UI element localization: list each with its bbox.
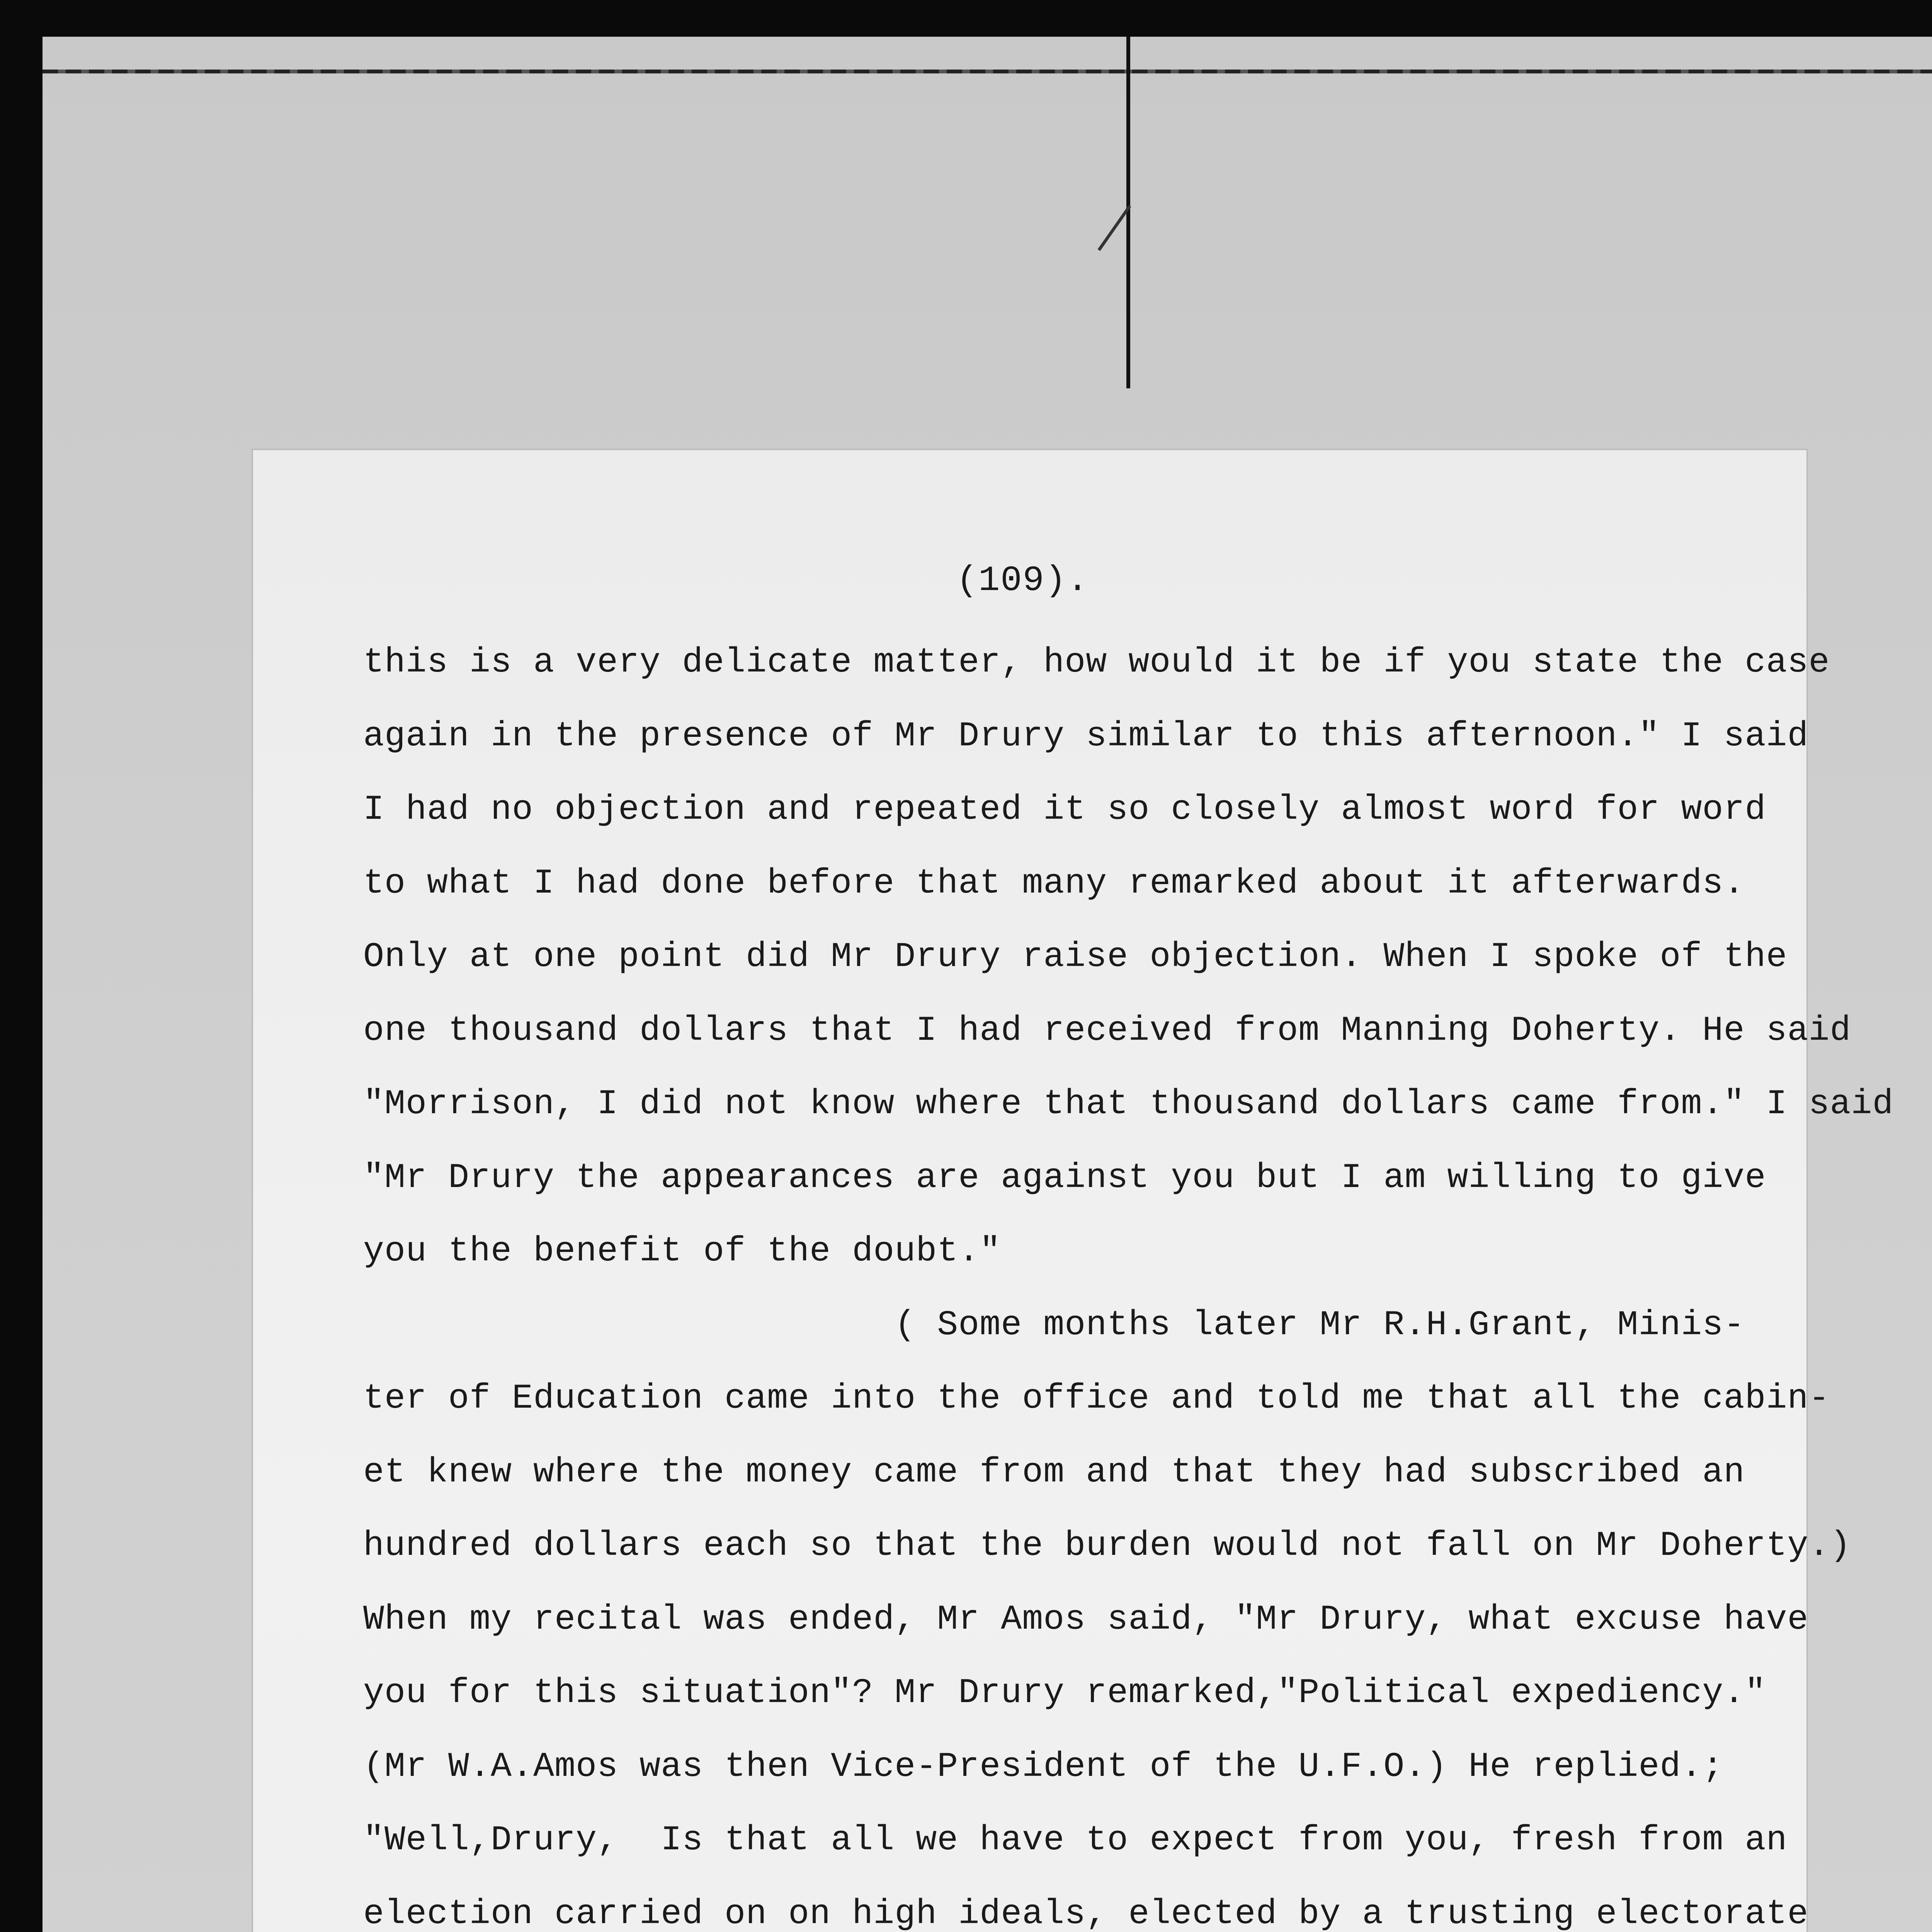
- text-line: ( Some months later Mr R.H.Grant, Minis-: [363, 1305, 1745, 1345]
- text-line: again in the presence of Mr Drury similar to this afternoon." I said: [363, 716, 1809, 756]
- text-line: "Mr Drury the appearances are against you but I am willing to give: [363, 1158, 1766, 1198]
- text-line: hundred dollars each so that the burden would not fall on Mr Doherty.): [363, 1526, 1851, 1566]
- text-line: "Morrison, I did not know where that thousand dollars came from." I said: [363, 1085, 1894, 1124]
- page-number: (109).: [956, 560, 1089, 601]
- text-line: you the benefit of the doubt.": [363, 1232, 1001, 1271]
- text-line: I had no objection and repeated it so closely almost word for word: [363, 790, 1766, 830]
- typed-body-text: [363, 626, 1932, 1932]
- text-line: election carried on on high ideals, elected by a trusting electorate: [363, 1894, 1809, 1932]
- text-line: When my recital was ended, Mr Amos said, "Mr Drury, what excuse have: [363, 1600, 1809, 1639]
- text-line: one thousand dollars that I had received from Manning Doherty. He said: [363, 1011, 1851, 1051]
- mat-top-rule: [43, 70, 1932, 73]
- text-line: "Well,Drury, Is that all we have to expect from you, fresh from an: [363, 1821, 1787, 1860]
- text-line: you for this situation"? Mr Drury remarked,"Political expediency.": [363, 1673, 1766, 1713]
- text-line: to what I had done before that many remarked about it afterwards.: [363, 864, 1745, 903]
- text-line: this is a very delicate matter, how would it be if you state the case: [363, 643, 1830, 682]
- text-line: Only at one point did Mr Drury raise objection. When I spoke of the: [363, 937, 1787, 977]
- text-line: ter of Education came into the office and told me that all the cabin-: [363, 1379, 1830, 1418]
- text-line: et knew where the money came from and that they had subscribed an: [363, 1452, 1745, 1492]
- text-line: (Mr W.A.Amos was then Vice-President of the U.F.O.) He replied.;: [363, 1747, 1724, 1787]
